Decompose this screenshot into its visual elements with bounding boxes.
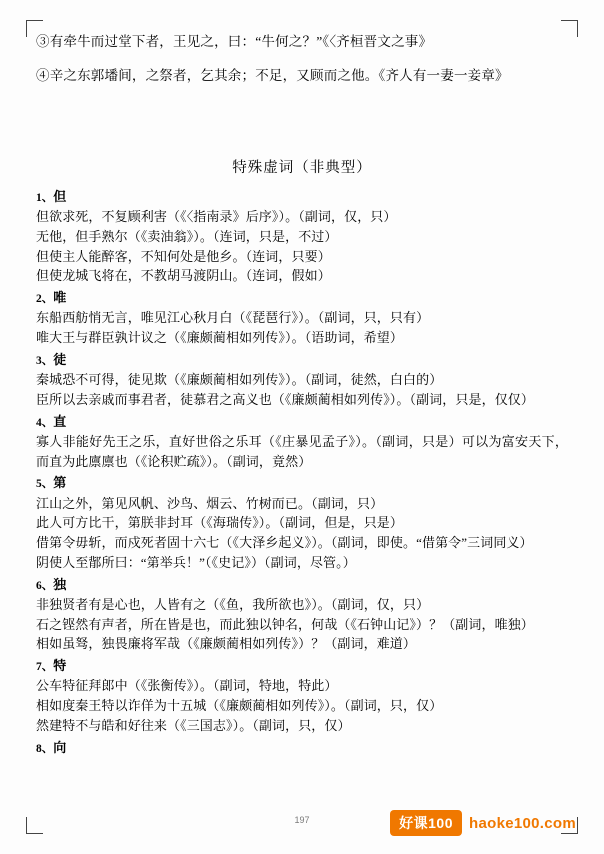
entry-example: 但使主人能醉客，不知何处是他乡。（连词，只要） [36,248,331,264]
entry-heading [36,412,568,432]
watermark [390,810,576,836]
entry-dan [36,187,568,286]
entry-example: 秦城恐不可得，徒见欺（《廉颇蔺相如列传》）。（副词，徒然，白白的） [36,372,443,388]
entry-heading [36,187,568,207]
entry-word: 但 [53,188,67,204]
watermark-badge: 好课100 [390,810,462,836]
document-body [36,32,568,812]
entry-number: 6、 [36,579,54,592]
intro-line-2: ④辛之东郭墦间，之祭者，乞其余；不足，又顾而之他。《齐人有一妻一妾章》 [36,67,509,83]
entry-word: 第 [53,475,67,491]
entry-example: 石之铿然有声者，所在皆是也，而此独以钟名，何哉（《石钟山记》）？（副词，唯独） [36,616,534,632]
entry-number: 4、 [36,416,54,429]
entry-tu [36,350,568,410]
entry-number: 8、 [36,742,54,755]
entry-word: 独 [53,576,67,592]
entry-number: 1、 [36,191,54,204]
entry-example: 东船西舫悄无言，唯见江心秋月白（《琵琶行》）。（副词，只，只有） [36,310,430,326]
entry-example: 但使龙城飞将在，不教胡马渡阴山。（连词，假如） [36,268,331,284]
entry-wei [36,288,568,348]
entry-example: 相如度秦王特以诈佯为十五城（《廉颇蔺相如列传》）。（副词，只，仅） [36,698,443,714]
entry-heading [36,575,568,595]
entry-heading [36,473,568,493]
section-spacer [36,100,568,146]
intro-line-1: ③有牵牛而过堂下者，王见之，曰：“牛何之？”《〈齐桓晋文之事》 [36,34,433,49]
entry-heading [36,288,568,308]
entry-word: 唯 [53,290,67,306]
entry-heading [36,738,568,758]
page-number: 197 [294,815,310,825]
entry-zhi [36,412,568,472]
entry-word: 特 [53,658,67,674]
entry-example: 江山之外，第见风帆、沙鸟、烟云、竹树而已。（副词，只） [36,495,384,511]
entry-te [36,656,568,736]
entry-heading [36,656,568,676]
entry-example: 无他，但手熟尔（《卖油翁》）。（连词，只是，不过） [36,228,338,244]
entry-number: 3、 [36,354,54,367]
entry-du [36,575,568,655]
entry-example: 公车特征拜郎中（《张衡传》）。（副词，特地，特此） [36,678,338,694]
entry-word: 徒 [53,351,67,367]
entry-word: 向 [53,739,67,755]
entry-example: 然建特不与皓和好往来（《三国志》）。（副词，只，仅） [36,717,351,733]
entry-example: 阴使人至鄁所曰：“第举兵！”（《史记》）（副词，尽管。） [36,554,356,570]
entry-example: 臣所以去亲戚而事君者，徒慕君之高义也（《廉颇蔺相如列传》）。（副词，只是，仅仅） [36,391,535,407]
entry-number: 7、 [36,661,54,674]
entry-heading [36,350,568,370]
entry-example: 非独贤者有是心也，人皆有之（《鱼，我所欲也》）。（副词，仅，只） [36,596,430,612]
entry-example: 此人可方比干，第朕非封耳（《海瑞传》）。（副词，但是，只是） [36,515,404,531]
watermark-site: haoke100.com [469,814,576,832]
entry-example: 唯大王与群臣孰计议之（《廉颇蔺相如列传》）。（语助词，希望） [36,330,404,346]
entry-example: 但欲求死，不复顾利害（《〈指南录》后序》）。（副词，仅，只） [36,209,397,225]
page-title: 特殊虚词（非典型） [232,159,372,176]
entry-example: 相如虽驽，独畏廉将军哉（《廉颇蔺相如列传》）？（副词，难道） [36,636,417,652]
entry-number: 2、 [36,293,54,306]
entry-example: 寡人非能好先王之乐，直好世俗之乐耳（《庄暴见孟子》）。（副词，只是）可以为富安天下，而直为此廪廪也（《论积贮疏》）。（副词，竟然） [36,433,568,469]
entry-di [36,473,568,572]
entry-number: 5、 [36,478,54,491]
entry-example: 借第令毋斩，而戍死者固十六七（《大泽乡起义》）。（副词，即使。“借第令”三词同义） [36,535,533,551]
entry-xiang [36,738,568,758]
entry-word: 直 [53,413,67,429]
